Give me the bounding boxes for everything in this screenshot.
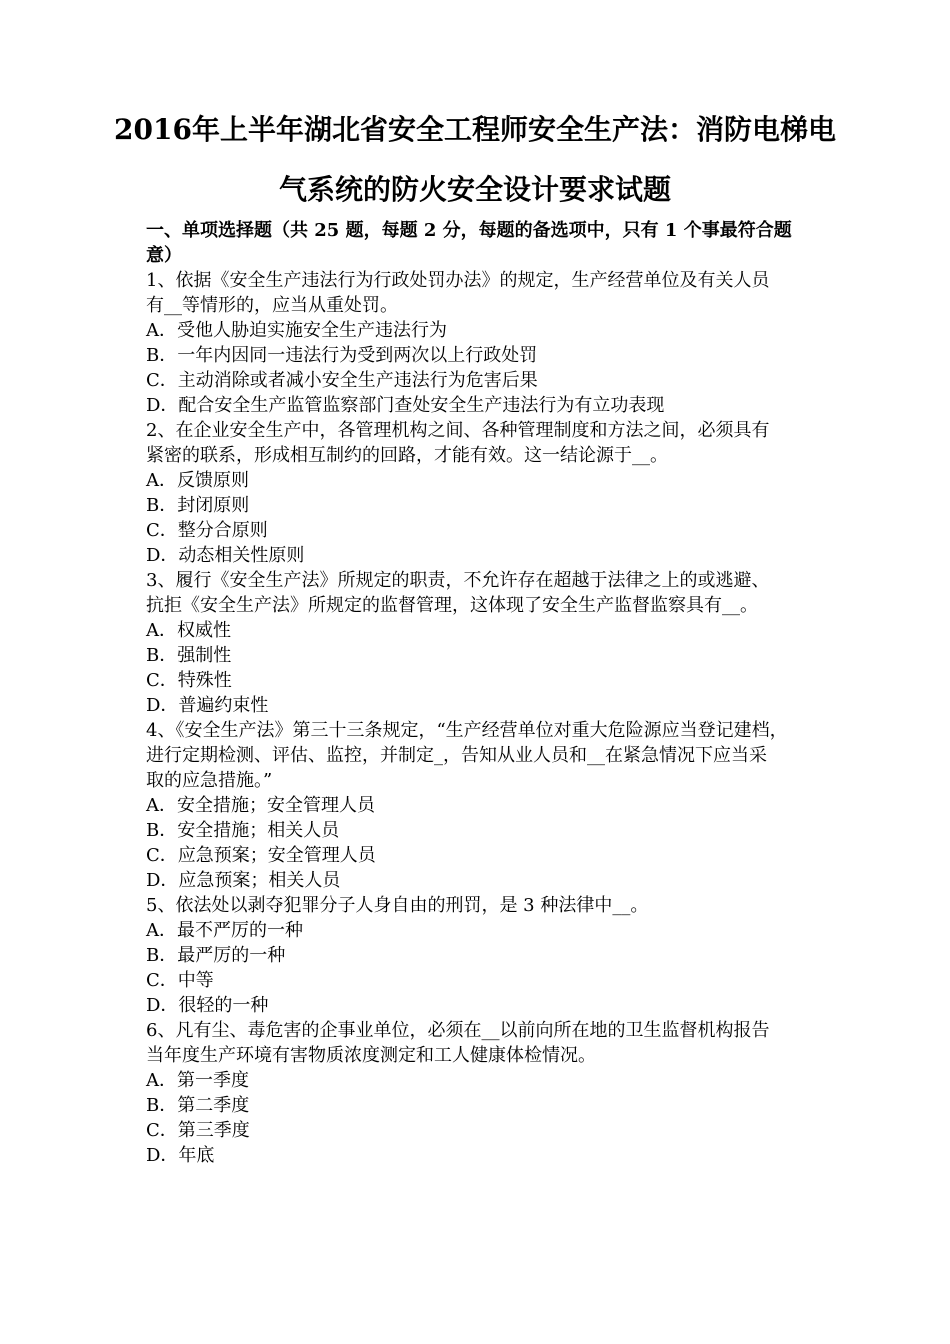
question-item — [146, 268, 816, 418]
question-item — [146, 418, 816, 568]
question-item — [146, 893, 816, 1018]
answer-option: C．应急预案；安全管理人员 — [146, 845, 376, 866]
answer-option: A．第一季度 — [146, 1070, 249, 1091]
answer-option: C．第三季度 — [146, 1120, 250, 1141]
answer-option: D．应急预案；相关人员 — [146, 870, 341, 891]
section-heading — [146, 218, 816, 268]
title-line-2: 气系统的防火安全设计要求试题 — [278, 173, 671, 206]
document-body — [146, 218, 816, 1168]
answer-option: A．安全措施；安全管理人员 — [146, 795, 375, 816]
section-heading-line-1: 一、单项选择题（共 25 题，每题 2 分，每题的备选项中，只有 1 个事最符合题 — [146, 220, 792, 241]
question-text-line: 3、履行《安全生产法》所规定的职责，不允许存在超越于法律之上的或逃避、 — [146, 570, 770, 591]
answer-option: B．第二季度 — [146, 1095, 250, 1116]
answer-option: B．封闭原则 — [146, 495, 250, 516]
answer-option: A．反馈原则 — [146, 470, 249, 491]
question-text-line: 紧密的联系，形成相互制约的回路，才能有效。这一结论源于__。 — [146, 445, 668, 466]
answer-option: C．中等 — [146, 970, 214, 991]
answer-option: A．受他人胁迫实施安全生产违法行为 — [146, 320, 447, 341]
question-text-line: 取的应急措施。” — [146, 770, 273, 791]
answer-option: C．特殊性 — [146, 670, 232, 691]
section-heading-line-2: 意） — [146, 245, 182, 266]
answer-option: B．最严厉的一种 — [146, 945, 286, 966]
question-text-line: 5、依法处以剥夺犯罪分子人身自由的刑罚，是 3 种法律中__。 — [146, 895, 649, 916]
answer-option: D．配合安全生产监管监察部门查处安全生产违法行为有立功表现 — [146, 395, 665, 416]
question-text-line: 有__等情形的，应当从重处罚。 — [146, 295, 398, 316]
question-item — [146, 718, 816, 893]
question-text-line: 当年度生产环境有害物质浓度测定和工人健康体检情况。 — [146, 1045, 596, 1066]
question-text-line: 2、在企业安全生产中，各管理机构之间、各种管理制度和方法之间，必须具有 — [146, 420, 770, 441]
answer-option: C．整分合原则 — [146, 520, 268, 541]
document-title — [110, 100, 840, 220]
question-text-line: 抗拒《安全生产法》所规定的监督管理，这体现了安全生产监督监察具有__。 — [146, 595, 758, 616]
question-item — [146, 1018, 816, 1168]
question-text-line: 6、凡有尘、毒危害的企事业单位，必须在__以前向所在地的卫生监督机构报告 — [146, 1020, 770, 1041]
answer-option: B．安全措施；相关人员 — [146, 820, 340, 841]
question-text-line: 4、《安全生产法》第三十三条规定，“生产经营单位对重大危险源应当登记建档， — [146, 720, 788, 741]
answer-option: D．年底 — [146, 1145, 215, 1166]
answer-option: D．动态相关性原则 — [146, 545, 305, 566]
question-item — [146, 568, 816, 718]
question-list — [146, 268, 816, 1168]
question-text-line: 1、依据《安全生产违法行为行政处罚办法》的规定，生产经营单位及有关人员 — [146, 270, 770, 291]
answer-option: A．最不严厉的一种 — [146, 920, 303, 941]
answer-option: B．一年内因同一违法行为受到两次以上行政处罚 — [146, 345, 538, 366]
title-line-1: 2016年上半年湖北省安全工程师安全生产法：消防电梯电 — [114, 113, 836, 146]
answer-option: D．很轻的一种 — [146, 995, 269, 1016]
answer-option: A．权威性 — [146, 620, 231, 641]
answer-option: C．主动消除或者减小安全生产违法行为危害后果 — [146, 370, 538, 391]
answer-option: B．强制性 — [146, 645, 232, 666]
answer-option: D．普遍约束性 — [146, 695, 269, 716]
question-text-line: 进行定期检测、评估、监控，并制定_，告知从业人员和__在紧急情况下应当采 — [146, 745, 767, 766]
